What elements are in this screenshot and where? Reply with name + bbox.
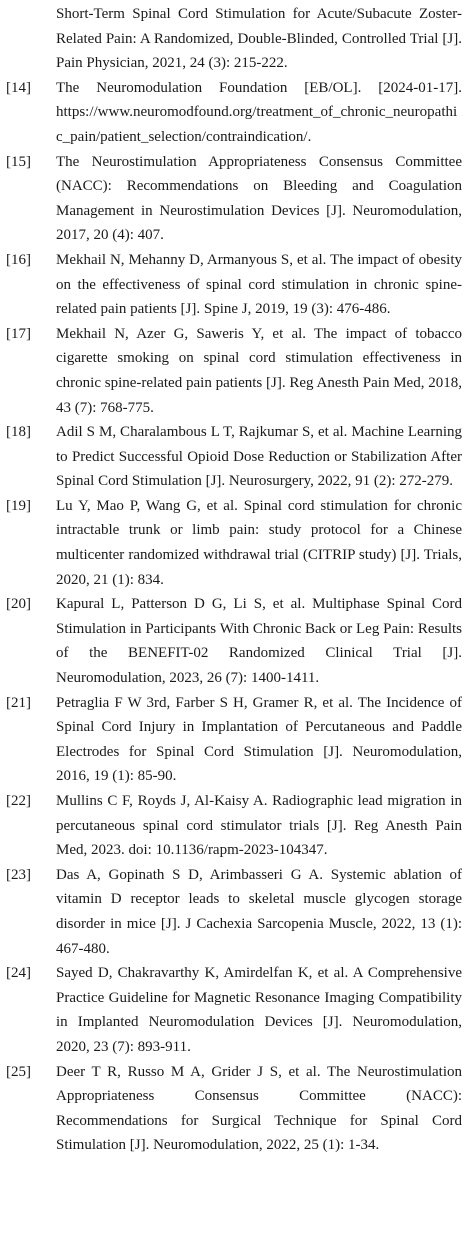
- reference-text: Mekhail N, Mehanny D, Armanyous S, et al. The impact of obesity on the effectiveness of spinal cord stimulation in chronic spine-related pain patients [J]. Spine J, 2019, 19 (3): 476-486.: [56, 251, 462, 318]
- reference-entry-21: [6, 691, 462, 789]
- reference-entry-13-continued: [6, 2, 462, 76]
- reference-number: [22]: [6, 793, 31, 809]
- reference-number: [20]: [6, 596, 31, 613]
- reference-entry-20: [6, 592, 462, 690]
- reference-text: Das A, Gopinath S D, Arimbasseri G A. Systemic ablation of vitamin D receptor leads to skeletal muscle glycogen storage disorder in mice [J]. J Cachexia Sarcopenia Muscle, 2022, 13 (1): 467-480.: [56, 866, 462, 957]
- reference-text: Mullins C F, Royds J, Al-Kaisy A. Radiographic lead migration in percutaneous spinal cord stimulator trials [J]. Reg Anesth Pain Med, 2023. doi: 10.1136/rapm-2023-104347.: [56, 793, 462, 859]
- reference-entry-14: [6, 76, 462, 150]
- reference-text: Adil S M, Charalambous L T, Rajkumar S, et al. Machine Learning to Predict Successful Opioid Dose Reduction or Stabilization After Spinal Cord Stimulation [J]. Neurosurgery, 2022, 91 (2): 272-279.: [56, 424, 462, 490]
- reference-text: The Neurostimulation Appropriateness Consensus Committee (NACC): Recommendations on Bleeding and Coagulation Management in Neurostimulation Devices [J]. Neuromodulation, 2017, 20 (4): 407.: [56, 153, 462, 244]
- reference-entry-23: [6, 863, 462, 961]
- reference-number: [18]: [6, 424, 31, 441]
- reference-entry-25: [6, 1060, 462, 1158]
- reference-entry-16: [6, 248, 462, 322]
- reference-number: [16]: [6, 251, 31, 268]
- reference-text: Mekhail N, Azer G, Saweris Y, et al. The impact of tobacco cigarette smoking on spinal cord stimulation effectiveness in chronic spine-related pain patients [J]. Reg Anesth Pain Med, 2018, 43 (7): 768-775.: [56, 325, 462, 416]
- reference-number: [19]: [6, 497, 31, 514]
- reference-text: Petraglia F W 3rd, Farber S H, Gramer R, et al. The Incidence of Spinal Cord Injury in Implantation of Percutaneous and Paddle Electrodes for Spinal Cord Stimulation [J]. Neuromodulation, 2016, 19 (1): 85-90.: [56, 694, 462, 785]
- reference-entry-22: [6, 789, 462, 863]
- reference-number: [17]: [6, 325, 31, 342]
- reference-entry-18: [6, 420, 462, 494]
- reference-text: Lu Y, Mao P, Wang G, et al. Spinal cord stimulation for chronic intractable trunk or limb pain: study protocol for a Chinese multicenter randomized withdrawal trial (CITRIP study) [J]. Trials, 2020, 21 (1): 834.: [56, 497, 462, 588]
- reference-text: Short-Term Spinal Cord Stimulation for Acute/Subacute Zoster-Related Pain: A Randomized, Double-Blinded, Controlled Trial [J]. Pain Physician, 2021, 24 (3): 215-222.: [56, 6, 462, 72]
- reference-entry-15: [6, 150, 462, 248]
- reference-number: [25]: [6, 1063, 31, 1080]
- reference-number: [23]: [6, 866, 31, 883]
- reference-number: [24]: [6, 965, 31, 982]
- reference-number: [21]: [6, 694, 31, 711]
- reference-entry-19: [6, 494, 462, 592]
- reference-text: Deer T R, Russo M A, Grider J S, et al. The Neurostimulation Appropriateness Consensus Committee (NACC): Recommendations for Surgical Technique for Spinal Cord Stimulation [J]. Neuromodulation, 2022, 25 (1): 1-34.: [56, 1063, 462, 1154]
- reference-number: [14]: [6, 79, 31, 96]
- reference-number: [15]: [6, 153, 31, 170]
- reference-text: The Neuromodulation Foundation [EB/OL]. [2024-01-17]. https://www.neuromodfound.org/treatment_of_chronic_neuropathic_pain/patient_selection/contraindication/.: [56, 79, 462, 145]
- reference-entry-24: [6, 961, 462, 1059]
- reference-text: Kapural L, Patterson D G, Li S, et al. Multiphase Spinal Cord Stimulation in Participants With Chronic Back or Leg Pain: Results of the BENEFIT-02 Randomized Clinical Trial [J]. Neuromodulation, 2023, 26 (7): 1400-1411.: [56, 596, 462, 687]
- reference-text: Sayed D, Chakravarthy K, Amirdelfan K, et al. A Comprehensive Practice Guideline for Magnetic Resonance Imaging Compatibility in Implanted Neuromodulation Devices [J]. Neuromodulation, 2020, 23 (7): 893-911.: [56, 965, 462, 1055]
- reference-entry-17: [6, 322, 462, 420]
